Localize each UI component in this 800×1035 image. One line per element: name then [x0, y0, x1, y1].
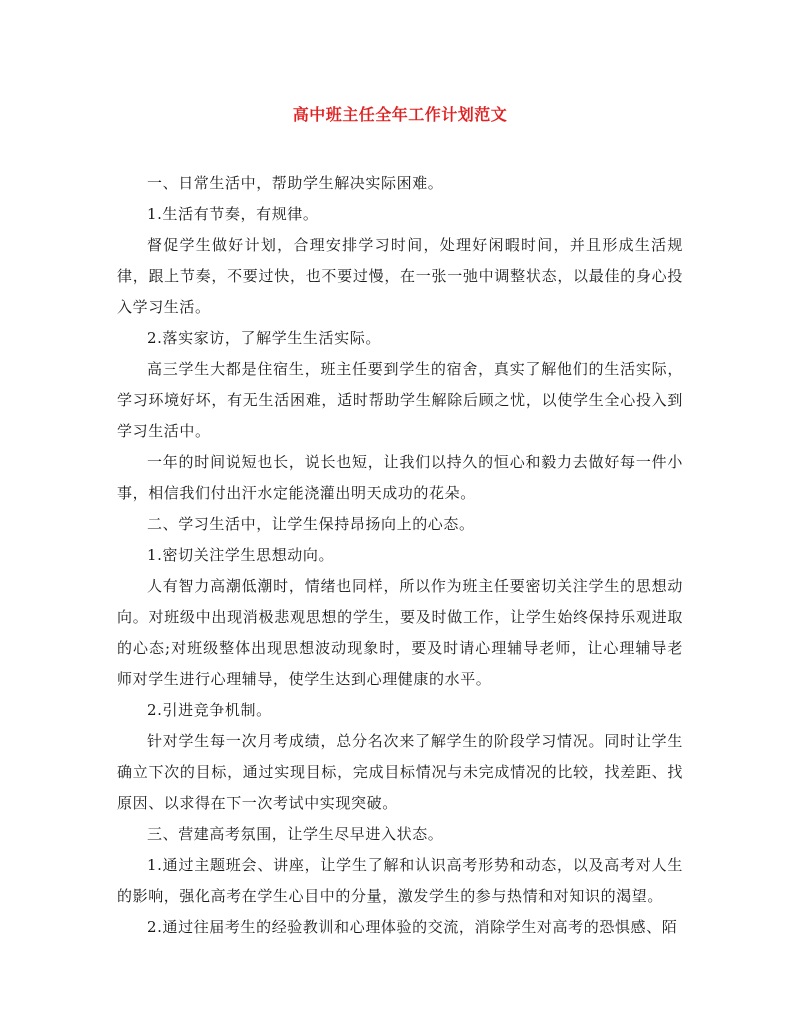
- item-heading-1-1: 1.生活有节奏，有规律。: [147, 205, 319, 223]
- paragraph: 针对学生每一次月考成绩，总分名次来了解学生的阶段学习情况。同时让学生确立下次的目标，通过实现目标，完成目标情况与未完成情况的比较，找差距、找原因、以求得在下一次考试中实现突破。: [117, 732, 683, 812]
- section-heading-3: 三、营建高考氛围，让学生尽早进入状态。: [147, 825, 444, 843]
- document-body: [117, 168, 683, 943]
- section-heading-2: 二、学习生活中，让学生保持昂扬向上的心态。: [147, 515, 475, 533]
- paragraph: 一年的时间说短也长，说长也短，让我们以持久的恒心和毅力去做好每一件小事，相信我们付出汗水定能浇灌出明天成功的花朵。: [117, 453, 683, 502]
- item-heading-2-2: 2.引进竞争机制。: [147, 701, 272, 719]
- document-title: 高中班主任全年工作计划范文: [292, 105, 508, 124]
- item-heading-2-1: 1.密切关注学生思想动向。: [147, 546, 335, 564]
- paragraph: 人有智力高潮低潮时，情绪也同样，所以作为班主任要密切关注学生的思想动向。对班级中出现消极悲观思想的学生，要及时做工作，让学生始终保持乐观进取的心态;对班级整体出现思想波动现象时，要及时请心理辅导老师，让心理辅导老师对学生进行心理辅导，使学生达到心理健康的水平。: [117, 577, 683, 688]
- paragraph: 督促学生做好计划，合理安排学习时间，处理好闲暇时间，并且形成生活规律，跟上节奏，不要过快，也不要过慢，在一张一弛中调整状态，以最佳的身心投入学习生活。: [117, 236, 683, 316]
- item-heading-1-2: 2.落实家访，了解学生生活实际。: [147, 329, 381, 347]
- section-heading-1: 一、日常生活中，帮助学生解决实际困难。: [147, 174, 444, 192]
- item-heading-3-2: 2.通过往届考生的经验教训和心理体验的交流，消除学生对高考的恐惧感、陌: [147, 918, 678, 936]
- item-heading-3-1: 1.通过主题班会、讲座，让学生了解和认识高考形势和动态，以及高考对人生的影响，强化高考在学生心目中的分量，激发学生的参与热情和对知识的渴望。: [117, 856, 683, 905]
- paragraph: 高三学生大都是住宿生，班主任要到学生的宿舍，真实了解他们的生活实际，学习环境好坏，有无生活困难，适时帮助学生解除后顾之忧，以使学生全心投入到学习生活中。: [117, 360, 683, 440]
